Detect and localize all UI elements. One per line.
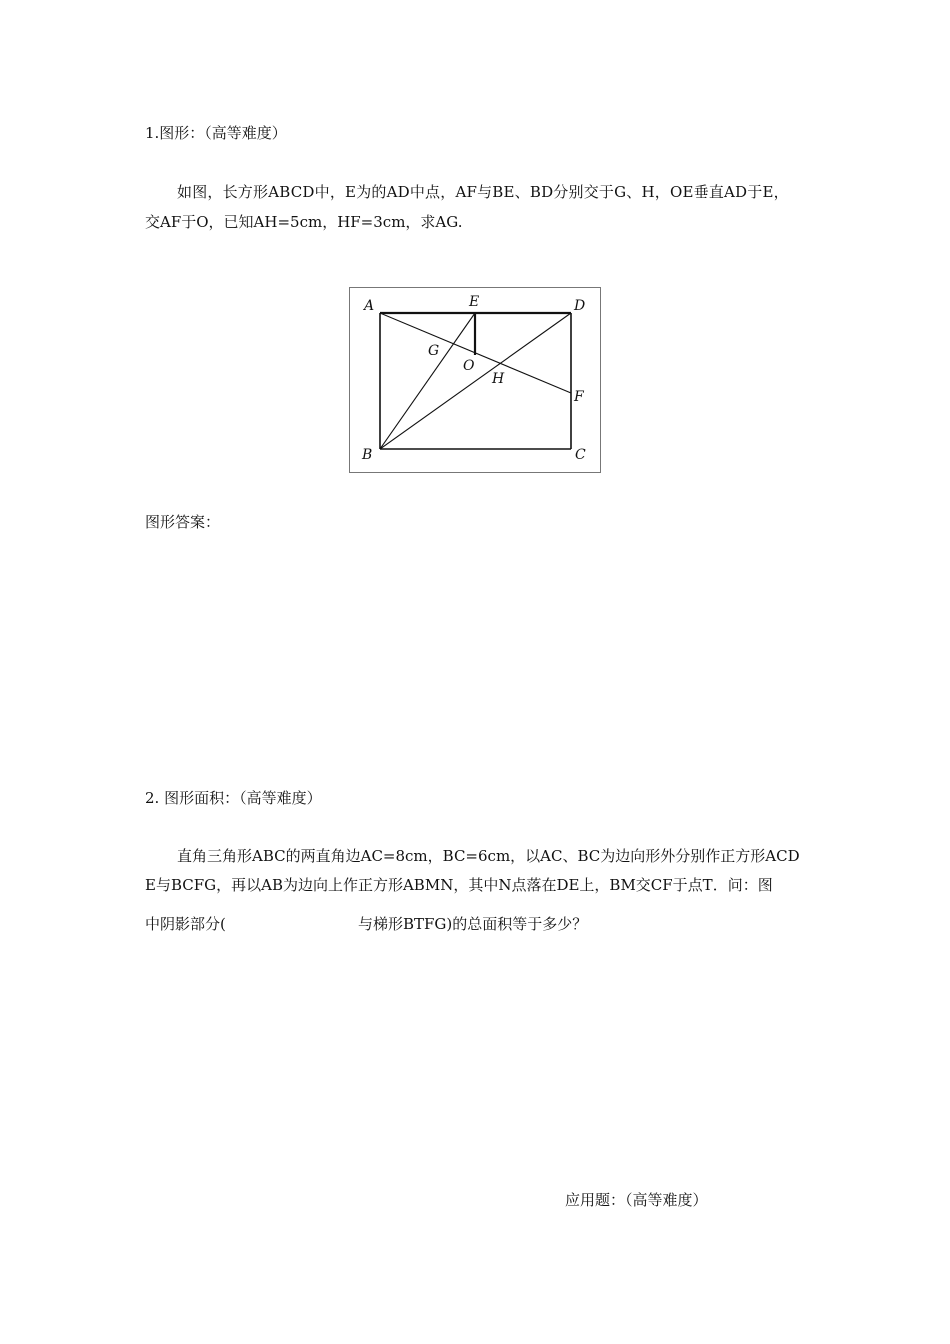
label-g: G <box>428 343 440 359</box>
geometry-figure <box>349 287 601 473</box>
label-d: D <box>574 298 586 314</box>
problem-2-text-line-1: 直角三角形ABC的两直角边AC=8cm，BC=6cm，以AC、BC为边向形外分别作正方形ACD <box>177 847 800 865</box>
label-b: B <box>362 447 373 463</box>
problem-1-title: 1.图形：（高等难度） <box>145 124 287 142</box>
label-a: A <box>364 298 375 314</box>
problem-1-text-line-1: 如图，长方形ABCD中，E为的AD中点，AF与BE、BD分别交于G、H，OE垂直AD于E， <box>177 183 789 201</box>
problem-1-text-line-2: 交AF于O，已知AH=5cm，HF=3cm，求AG. <box>145 213 463 231</box>
label-o: O <box>463 358 475 374</box>
problem-2-text-line-2: E与BCFG，再以AB为边向上作正方形ABMN，其中N点落在DE上，BM交CF于点T．问：图 <box>145 876 773 894</box>
label-e: E <box>469 294 480 310</box>
problem-2-text-line-3-start: 中阴影部分( <box>145 915 226 933</box>
problem-2-text-line-3-end: 与梯形BTFG)的总面积等于多少？ <box>358 915 588 933</box>
problem-1-answer-label: 图形答案： <box>145 513 221 531</box>
label-c: C <box>575 447 586 463</box>
label-f: F <box>574 389 584 405</box>
problem-3-title: 应用题：（高等难度） <box>565 1191 708 1209</box>
problem-2-title: 2. 图形面积：（高等难度） <box>145 789 322 807</box>
rectangle-diagram <box>350 288 600 472</box>
label-h: H <box>492 371 505 387</box>
